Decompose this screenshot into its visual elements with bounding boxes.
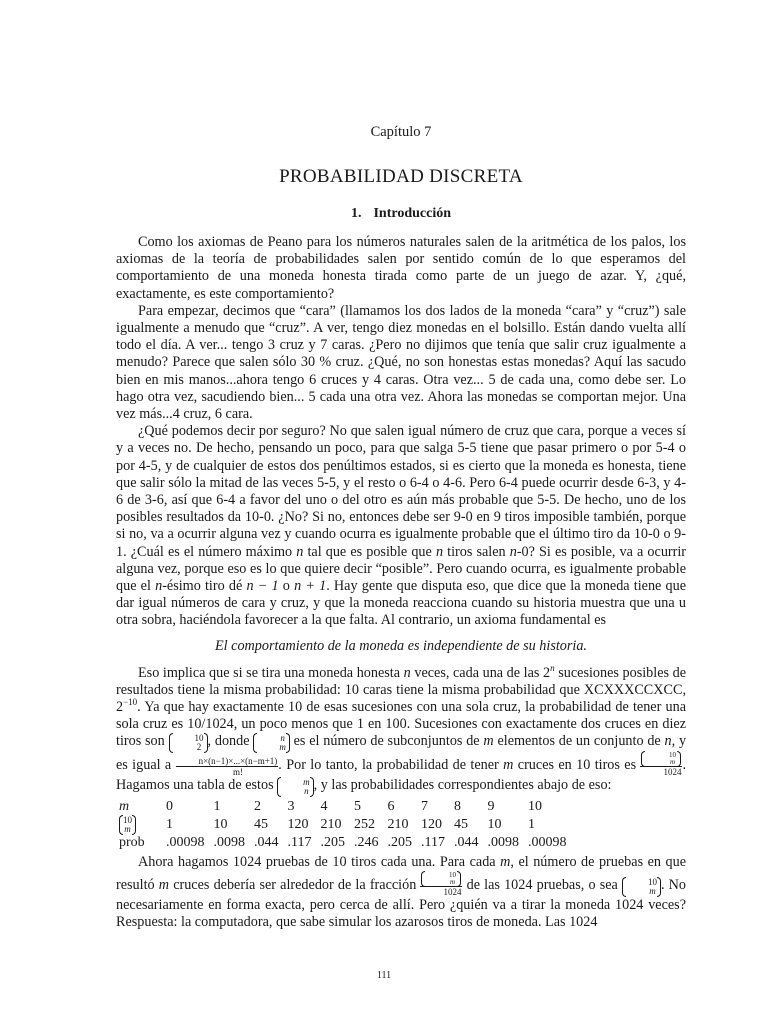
chapter-label: Capítulo 7 (370, 124, 432, 140)
page-number: 111 (376, 970, 392, 981)
falling-factorial-fraction: $\frac{n\times(n-1)\times...\times(n-m+1)}{m!}$ (176, 756, 279, 777)
var-n: n (509, 543, 517, 560)
text: cruces debería ser alrededor de la fracción (173, 876, 417, 893)
section-title: Introducción (373, 206, 452, 221)
table-cell-binomial: 1 (166, 817, 173, 833)
text: de las 1024 pruebas, o sea (466, 876, 618, 893)
page-body (116, 124, 686, 931)
table-cell-m: 3 (287, 799, 295, 815)
paragraph-4 (116, 662, 687, 797)
chapter-title: PROBABILIDAD DISCRETA (279, 166, 523, 187)
text: veces, cada una de las 2 (414, 664, 551, 681)
paragraph-2: Para empezar, decimos que “cara” (llamamos los dos lados de la moneda “cara” y “cruz”) sale igualmente a menudo que “cruz”. A ver, tengo diez monedas en el bolsillo. Están dando vuelta allí todo el día. A ver... tengo 3 cruz y 7 caras. ¿Pero no dijimos que tenía que salir cruz igualmente a menudo? Parece que salen sólo 30 % cruz. ¿Qué, no son honestas estas monedas? Aquí las sacudo bien en mis manos...ahora tengo 6 cruces y 4 caras. Otra vez... 5 de cada una, como debe ser. Lo hago otra vez, sacudiendo bien... 5 cada una otra vez. Ahora las monedas se comportan mejor. Una vez más...4 cruz, 6 cara. (116, 302, 686, 423)
row-label-prob: prob (119, 835, 145, 851)
table-cell-prob: .00098 (166, 835, 205, 851)
binomial-n-m: n m (253, 734, 290, 752)
text: tiros salen (447, 543, 506, 560)
text: . Ya que hay exactamente 10 de esas sucesiones con una sola cruz, la probabilidad de tener una sola cruz es 10/1024, un poco menos que 1 en 100. Sucesiones con exactamente dos cruces en diez tiros son (116, 699, 686, 750)
table-cell-m: 5 (353, 799, 361, 815)
table-cell-prob: .117 (287, 835, 312, 851)
text: o (282, 578, 290, 595)
table-cell-prob: .044 (254, 835, 279, 851)
table-cell-binomial: 252 (353, 817, 375, 833)
text: , y las probabilidades correspondientes abajo de eso: (313, 777, 612, 794)
probability-fraction: 10 m 1024 (640, 752, 682, 777)
var-n: n (435, 543, 444, 560)
text: , y es igual a (116, 733, 687, 774)
table-cell-prob: .0098 (213, 835, 245, 851)
axiom-statement: El comportamiento de la moneda es independiente de su historia. (215, 637, 587, 654)
text: -ésimo tiro dé (162, 578, 243, 595)
var-m: m (483, 733, 494, 750)
text: . Hagamos una tabla de estos (116, 757, 687, 794)
table-cell-prob: .205 (387, 835, 412, 851)
exponent-n: n (550, 662, 555, 673)
table-cell-binomial: 120 (420, 817, 442, 833)
table-cell-binomial: 45 (254, 817, 268, 833)
var-n: n (296, 543, 304, 560)
table-cell-prob: .00098 (527, 835, 567, 851)
paragraph-3 (116, 423, 686, 629)
text: sucesiones posibles de resultados tiene la misma probabilidad: 10 caras tiene la misma probabilidad que XCXXXCCXCC, 2 (116, 664, 687, 716)
table-cell-m: 8 (453, 799, 461, 815)
row-label-m: m (119, 799, 130, 815)
var-n: n (403, 664, 411, 681)
table-row-prob (119, 834, 575, 852)
paragraph-1: Como los axiomas de Peano para los números naturales salen de la aritmética de los palos, los axiomas de la teoría de probabilidades salen por sentido común de lo que esperamos del comportamiento de una moneda honesta tirada como parte de un juego de azar. Y, ¿qué, exactamente, es este comportamiento? (116, 234, 686, 302)
text: cruces en 10 tiros es (517, 757, 637, 774)
table-cell-prob: .044 (453, 835, 479, 851)
binomial-m-n: m n (277, 778, 314, 796)
section-number: 1. (350, 206, 362, 221)
table-cell-m: 2 (254, 799, 261, 815)
text: Ahora hagamos 1024 pruebas de 10 tiros cada una. Para cada (138, 854, 496, 871)
var-m: m (158, 876, 170, 893)
table-cell-m: 10 (527, 799, 542, 815)
table-row-binomial (119, 816, 575, 834)
row-label-binomial: 10 m (119, 816, 166, 834)
text: Eso implica que si se tira una moneda honesta (138, 664, 401, 681)
paragraph-5 (116, 854, 686, 931)
expected-fraction: 10 m 1024 (420, 872, 462, 897)
table-cell-m: 7 (420, 799, 428, 815)
text: elementos de un conjunto de (497, 733, 661, 750)
table-cell-binomial: 210 (387, 817, 409, 833)
var-m: m (503, 757, 514, 774)
table-cell-binomial: 45 (453, 817, 468, 833)
expr-n-minus-1: n − 1 (246, 578, 279, 595)
var-n: n (664, 733, 672, 750)
table-cell-prob: .246 (353, 835, 379, 851)
table-cell-binomial: 1 (527, 817, 535, 833)
table-cell-prob: .0098 (487, 835, 519, 851)
expr-n-plus-1: n + 1 (294, 578, 327, 595)
binomial-10-m: 10 m (622, 878, 661, 896)
binomial-10-2: 10 2 (169, 734, 208, 752)
binomial-probability-table (119, 798, 575, 852)
table-cell-prob: .117 (420, 835, 445, 851)
table-cell-binomial: 120 (287, 817, 309, 833)
text: . Hay gente que disputa eso, que dice que la moneda tiene que dar igual números de cara y cruz, y que la moneda reacciona cuando su historia muestra que una u otra sobra, haciéndola favorecer a la que falta. Al contrario, un axioma fundamental es (116, 578, 687, 629)
text: . No necesariamente en forma exacta, pero cerca de allí. Pero ¿quién va a tirar la moneda 1024 veces? Respuesta: la computadora, que sabe simular los azarosos tiros de moneda. Las 1024 (116, 876, 687, 930)
table-cell-prob: .205 (320, 835, 345, 851)
table-cell-m: 1 (213, 799, 221, 815)
exponent-neg10: −10 (123, 697, 138, 708)
text: ¿Qué podemos decir por seguro? No que salen igual número de cruz que cara, porque a veces sí y a veces no. De hecho, pensando un poco, para que salga 5-5 tiene que pasar primero o por 5-4 o por 4-5, y de cualquier de estos dos penúltimos estados, si es cierto que la moneda es honesta, tiene que salir sólo la mitad de las veces 5-5, y el resto o 6-4 o 4-6. Pero 6-4 puede ocurrir desde 6-3, y 4-6 de 3-6, así que 6-4 a favor del uno o del otro es aún más probable que 5-5. De hecho, uno de los posibles resultados da 10-0. ¿No? Si no, entonces debe ser 9-0 en 9 tiros imposible también, porque si no, va a ocurrir alguna vez y cuando ocurra es igualmente probable que el último tiro da 10-0 o 9-1. ¿Cuál es el número máximo (116, 423, 686, 560)
section-heading (116, 206, 686, 222)
text: tal que es posible que (307, 543, 432, 560)
text: . Por lo tanto, la probabilidad de tener (278, 757, 499, 774)
table-cell-binomial: 10 (487, 817, 502, 833)
table-cell-binomial: 10 (213, 817, 228, 833)
text: , el número de pruebas en que resultó (116, 854, 687, 893)
text: -0? Si es posible, va a ocurrir alguna vez, porque eso es lo que quiere decir “posible”. Pero cuando ocurra, es igualmente probable que el (116, 543, 687, 595)
table-cell-binomial: 210 (320, 817, 342, 833)
table-cell-m: 9 (487, 799, 495, 815)
table-cell-m: 0 (166, 799, 173, 815)
var-m: m (500, 854, 511, 871)
table-cell-m: 4 (320, 799, 328, 815)
table-row-m (119, 798, 575, 816)
table-cell-m: 6 (387, 799, 395, 815)
text: , donde (207, 733, 250, 750)
var-n: n (155, 578, 163, 595)
text: es el número de subconjuntos de (293, 733, 480, 750)
